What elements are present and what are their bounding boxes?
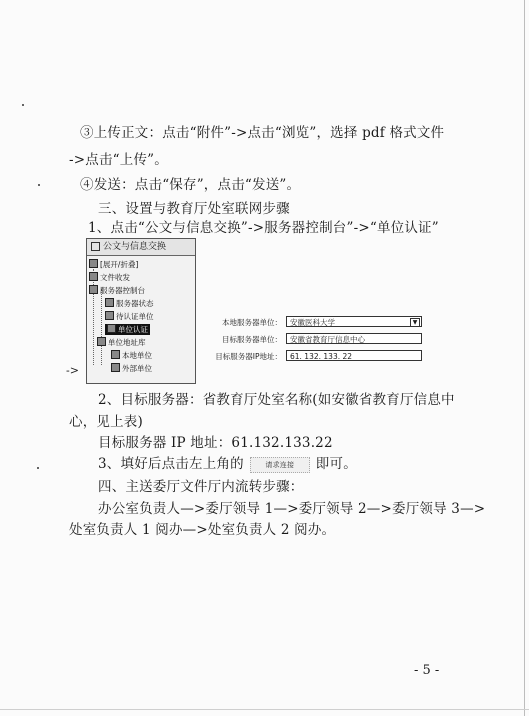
request-connection-button: 请求连接: [250, 457, 310, 473]
paragraph-step-three: [98, 452, 357, 473]
chevron-down-icon[interactable]: ▼: [410, 318, 420, 327]
server-icon: [105, 311, 114, 320]
folder-icon: [97, 337, 106, 346]
paragraph-step-one: 1、点击“公文与信息交换”->服务器控制台”->“单位认证”: [88, 220, 439, 236]
tree-item-document-exchange[interactable]: 文件收发: [89, 272, 130, 283]
embedded-screenshot: [86, 238, 431, 382]
tree-item-local-unit[interactable]: 本地单位: [111, 350, 152, 361]
target-ip-input[interactable]: [286, 350, 422, 361]
tree-item-server-console[interactable]: 服务器控制台: [89, 285, 145, 296]
page-number: - 5 -: [414, 663, 440, 678]
tree-item-server-status[interactable]: 服务器状态: [105, 298, 154, 309]
tree-connector: [101, 289, 102, 365]
section-heading-three: 三、设置与教育厅处室联网步骤: [98, 201, 290, 217]
paragraph-flow-cont: 处室负责人 1 阅办—>处室负责人 2 阅办。: [69, 522, 336, 538]
key-icon: [107, 324, 116, 333]
tree-item-expand-collapse[interactable]: [展开/折叠]: [89, 259, 138, 270]
scan-edge-bottom: [0, 709, 529, 710]
step-three-text: 3、填好后点击左上角的: [98, 456, 244, 472]
scan-speck: [37, 467, 39, 469]
paragraph-upload-step: ③上传正文：点击“附件”->点击“浏览”，选择 pdf 格式文件: [80, 125, 445, 141]
scan-speck: [22, 104, 24, 106]
tree-connector: [93, 269, 94, 365]
target-server-label: 目标服务器单位：: [222, 335, 282, 344]
unit-icon: [111, 350, 120, 359]
tree-header: [87, 239, 195, 256]
folder-icon: [89, 272, 98, 281]
scan-speck: [38, 184, 40, 186]
paragraph-target-server: 2、目标服务器：省教育厅处室名称(如安徽省教育厅信息中: [98, 392, 455, 408]
tree-header-title: 公文与信息交换: [103, 242, 167, 252]
target-ip-label: 目标服务器IP地址：: [215, 352, 282, 361]
exchange-icon: [91, 242, 100, 251]
pointer-arrow: ->: [66, 364, 79, 377]
section-heading-four: 四、主送委厅文件厅内流转步骤：: [98, 479, 304, 495]
tree-item-pending-units[interactable]: 待认证单位: [105, 311, 154, 322]
local-server-select[interactable]: [286, 316, 422, 327]
tree-item-unit-address-book[interactable]: 单位地址库: [97, 337, 146, 348]
target-ip-value: 61. 132. 133. 22: [290, 352, 353, 361]
scan-edge-right: [524, 0, 525, 716]
target-server-input[interactable]: [286, 333, 422, 344]
paragraph-target-ip: 目标服务器 IP 地址：61.132.133.22: [98, 435, 333, 451]
local-server-value: 安徽医科大学: [290, 318, 335, 327]
paragraph-flow: 办公室负责人—>委厅领导 1—>委厅领导 2—>委厅领导 3—>: [98, 501, 486, 517]
local-server-label: 本地服务器单位：: [222, 318, 282, 327]
paragraph-send-step: ④发送：点击“保存”，点击“发送”。: [80, 177, 301, 193]
tree-item-external-unit[interactable]: 外部单位: [111, 363, 152, 374]
unit-icon: [111, 363, 120, 372]
folder-icon: [89, 259, 98, 268]
tree-item-unit-authentication[interactable]: 单位认证: [105, 324, 150, 335]
target-server-value: 安徽省教育厅信息中心: [290, 335, 365, 344]
folder-icon: [89, 285, 98, 294]
paragraph-target-server-cont: 心，见上表): [69, 414, 143, 430]
server-icon: [105, 298, 114, 307]
paragraph-upload-step-cont: ->点击“上传”。: [69, 152, 168, 168]
navigation-tree-panel: [86, 238, 196, 384]
step-three-text-end: 即可。: [315, 456, 357, 472]
